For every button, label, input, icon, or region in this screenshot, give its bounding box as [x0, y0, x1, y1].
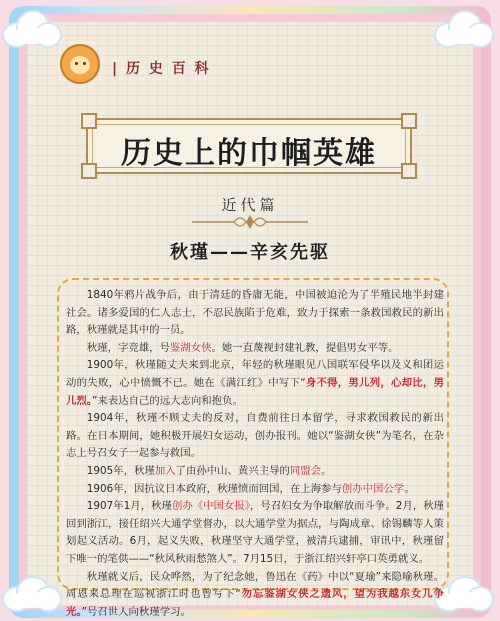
paragraph — [66, 481, 444, 499]
paragraph — [66, 463, 444, 481]
header-label: | 历 史 百 科 — [112, 61, 211, 77]
paragraph — [66, 410, 444, 463]
paragraph-text: 1840年鸦片战争后，由于清廷的昏庸无能，中国被迫沦为了半殖民地半封建社会。诸多爱国的仁人志士，不忍民族陷于危难，致力于探索一条救国救民的新出路，秋瑾就是其中的一员。 — [66, 289, 444, 337]
paragraph-text: 1904年，秋瑾不顾丈夫的反对，自费前往日本留学，寻求救国救民的新出路。在日本期间，她积极开展妇女运动，创办报刊。她以“鉴湖女侠”为笔名，在杂志上号召女子一起参与救国。 — [66, 412, 444, 460]
paragraph-text: ”来表达自己的远大志向和抱负。 — [91, 394, 243, 407]
paragraph-text: 。 — [404, 482, 415, 495]
highlight-text: 创办中国公学 — [341, 482, 405, 495]
highlight-text: 创办《中国女报》 — [171, 500, 251, 513]
page-title: 历史上的巾帼英雄 — [121, 136, 377, 171]
paragraph-text: 。她一直蔑视封建礼教，提倡男女平等。 — [211, 341, 399, 354]
cloud-top-left — [4, 10, 64, 50]
cloud-top-right — [436, 10, 496, 50]
article-body — [66, 287, 444, 621]
lion-mascot-icon — [60, 44, 100, 84]
section-title: 秋瑾——辛亥先驱 — [170, 242, 330, 263]
title-banner — [86, 118, 412, 174]
paragraph-text: 秋瑾，字竞雄，号 — [86, 341, 170, 354]
highlight-text: 身不得，男儿列，心却比，男儿烈。 — [66, 376, 444, 407]
highlight-text: 同盟会 — [289, 464, 322, 477]
decorative-scroll-divider — [190, 213, 310, 231]
cloud-bottom-left — [4, 578, 64, 618]
paragraph-text: 秋瑾就义后，民众哗然，为了纪念她，鲁迅在《药》中以“夏瑜”来隐喻秋瑾。周恩来总理在巡视浙江时也曾写下“ — [66, 570, 444, 601]
paragraph-text: 。 — [321, 464, 332, 477]
page-subtitle: 近代篇 — [221, 196, 279, 214]
paragraph-text: ”号召世人向秋瑾学习。 — [81, 605, 191, 618]
paragraph-text: 1900年，秋瑾随丈夫来到北京，年轻的秋瑾眼见八国联军侵华以及义和团运动的失败，心中愤慨不已。她在《满江红》中写下“ — [66, 359, 444, 389]
highlight-text: 鉴湖女侠 — [169, 341, 212, 354]
highlight-text: 勿忘鉴湖女侠之遗风，望为我越东女儿争光。 — [66, 588, 444, 618]
paragraph-text: 1906年，因抗议日本政府，秋瑾愤而回国，在上海参与 — [86, 482, 342, 495]
paragraph-text: 1905年，秋瑾 — [86, 464, 155, 477]
paragraph — [66, 340, 444, 358]
paragraph — [66, 357, 444, 410]
paragraph — [66, 287, 444, 340]
paragraph-text: 了由孙中山、黄兴主导的 — [175, 464, 290, 477]
paragraph-text: ，号召妇女为争取解放而斗争。2月，秋瑾回到浙江，接任绍兴大通学堂督办，以大通学堂为据点，与陶成章、徐锡麟等人策划起义活动。6月，起义失败，秋瑾坚守大通学堂，被清兵逮捕，审讯中，秋瑾留下唯一的笔供——“秋风秋雨愁煞人”。7月15日，于浙江绍兴轩亭口英勇就义。 — [66, 500, 444, 565]
paragraph — [66, 569, 444, 621]
highlight-text: 加入 — [154, 464, 176, 477]
paragraph-text: 1907年1月，秋瑾 — [86, 500, 172, 513]
paragraph — [66, 498, 444, 568]
